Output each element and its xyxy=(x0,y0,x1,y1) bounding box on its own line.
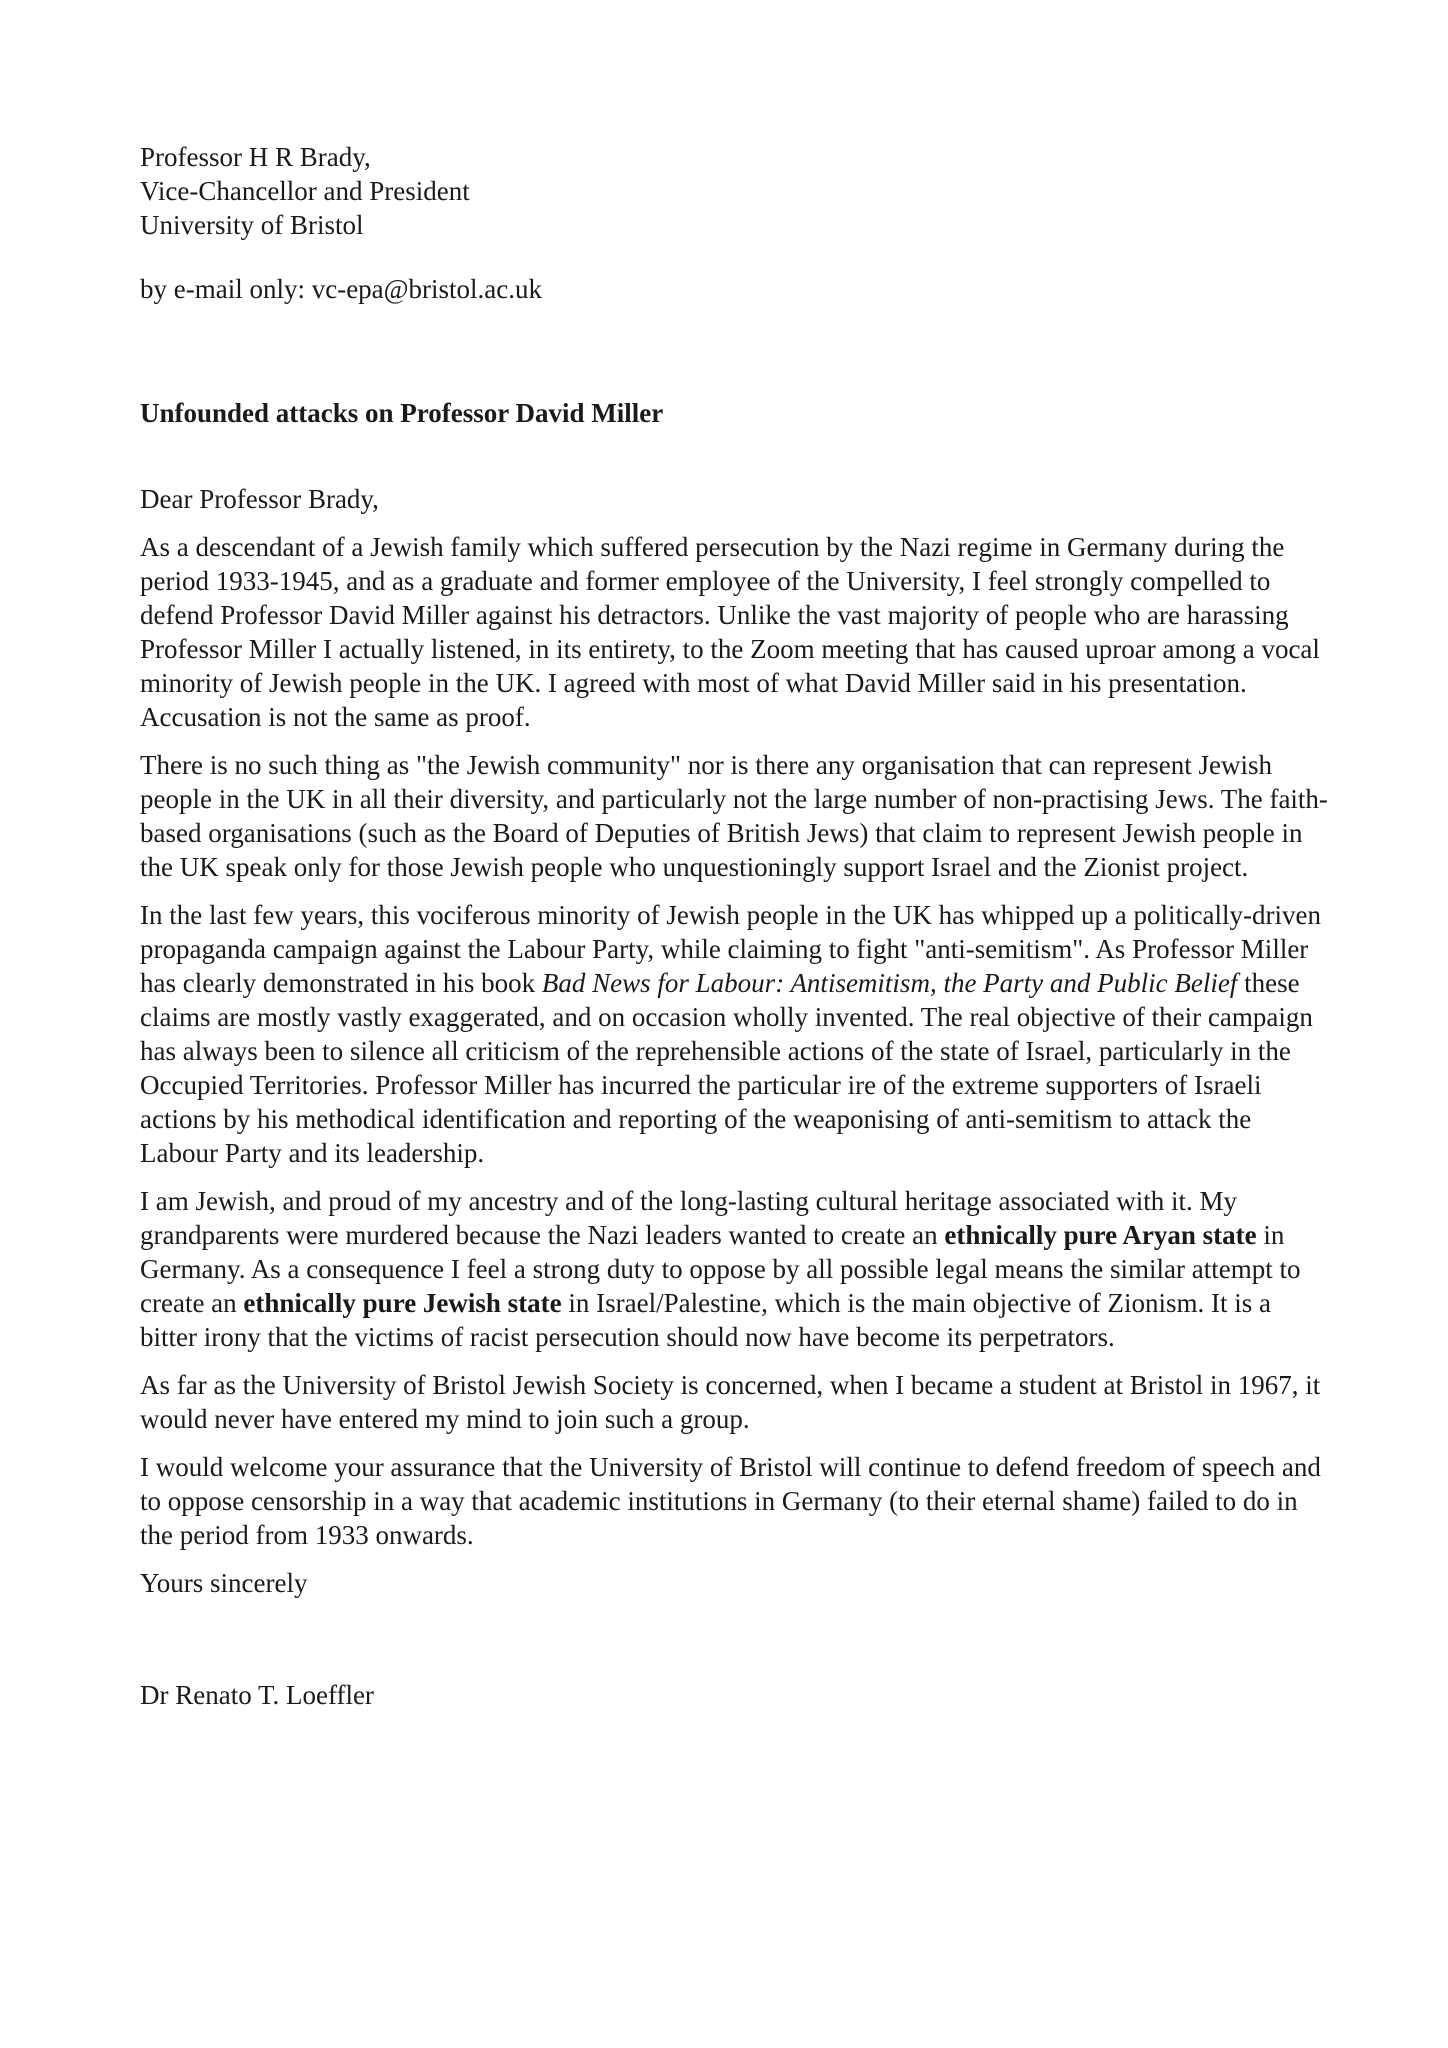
closing: Yours sincerely xyxy=(140,1568,308,1598)
paragraph-4 xyxy=(140,1184,1330,1354)
paragraph-5: As far as the University of Bristol Jewish Society is concerned, when I became a student at Bristol in 1967, it would never have entered my mind to join such a group. xyxy=(140,1370,1321,1434)
email-line: by e-mail only: vc-epa@bristol.ac.uk xyxy=(140,274,542,304)
recipient-institution: University of Bristol xyxy=(140,210,364,240)
paragraph-3-text-b: these claims are mostly vastly exaggerated, and on occasion wholly invented. The real objective of their campaign has always been to silence all criticism of the reprehensible actions of the state of Israel, particularly in the Occupied Territories. Professor Miller has incurred the particular ire of the extreme supporters of Israeli actions by his methodical identification and reporting of the weaponising of anti-semitism to attack the Labour Party and its leadership. xyxy=(140,968,1313,1168)
salutation: Dear Professor Brady, xyxy=(140,484,379,514)
paragraph-3 xyxy=(140,898,1330,1170)
paragraph-4-text-b: in Germany. As a consequence I feel a strong duty to oppose by all possible legal means the similar attempt to create an xyxy=(140,1220,1301,1318)
subject-heading: Unfounded attacks on Professor David Miller xyxy=(140,398,664,428)
book-title: Bad News for Labour: Antisemitism, the Party and Public Belief xyxy=(541,968,1238,998)
paragraph-1: As a descendant of a Jewish family which suffered persecution by the Nazi regime in Germany during the period 1933-1945, and as a graduate and former employee of the University, I feel strongly compelled to defend Professor David Miller against his detractors. Unlike the vast majority of people who are harassing Professor Miller I actually listened, in its entirety, to the Zoom meeting that has caused uproar among a vocal minority of Jewish people in the UK. I agreed with most of what David Miller said in his presentation. Accusation is not the same as proof. xyxy=(140,532,1320,732)
paragraph-4-text-c: in Israel/Palestine, which is the main objective of Zionism. It is a bitter irony that the victims of racist persecution should now have become its perpetrators. xyxy=(140,1288,1272,1352)
signature-name: Dr Renato T. Loeffler xyxy=(140,1680,374,1710)
recipient-title: Vice-Chancellor and President xyxy=(140,176,470,206)
paragraph-2: There is no such thing as "the Jewish community" nor is there any organisation that can represent Jewish people in the UK in all their diversity, and particularly not the large number of non-practising Jews. The faith-based organisations (such as the Board of Deputies of British Jews) that claim to represent Jewish people in the UK speak only for those Jewish people who unquestioningly support Israel and the Zionist project. xyxy=(140,750,1328,882)
paragraph-4-text-a: I am Jewish, and proud of my ancestry and of the long-lasting cultural heritage associated with it. My grandparents were murdered because the Nazi leaders wanted to create an xyxy=(140,1186,1237,1250)
recipient-address xyxy=(140,140,1330,242)
recipient-name: Professor H R Brady, xyxy=(140,142,371,172)
emphasis-aryan-state: ethnically pure Aryan state xyxy=(944,1220,1257,1250)
paragraph-3-text-a: In the last few years, this vociferous minority of Jewish people in the UK has whipped up a politically-driven propaganda campaign against the Labour Party, while claiming to fight "anti-semitism". As Professor Miller has clearly demonstrated in his book xyxy=(140,900,1321,998)
letter-page xyxy=(140,140,1330,1712)
emphasis-jewish-state: ethnically pure Jewish state xyxy=(243,1288,562,1318)
paragraph-6: I would welcome your assurance that the University of Bristol will continue to defend freedom of speech and to oppose censorship in a way that academic institutions in Germany (to their eternal shame) failed to do in the period from 1933 onwards. xyxy=(140,1452,1321,1550)
